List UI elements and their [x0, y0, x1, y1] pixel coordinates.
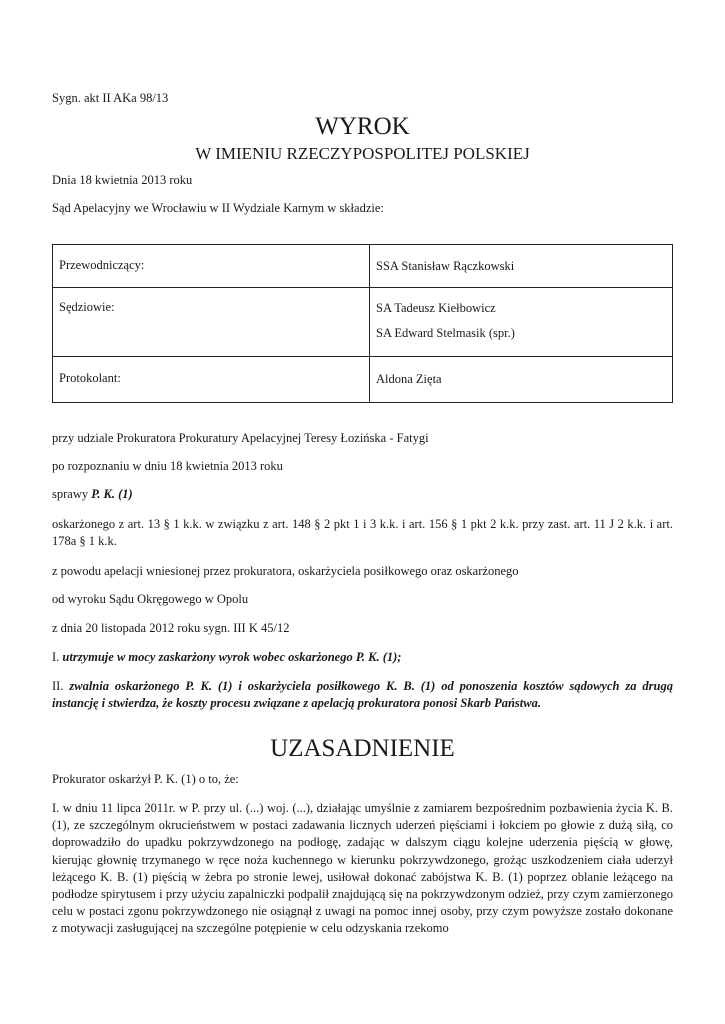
- panel-row-presiding: [53, 245, 673, 288]
- panel-row-judges: [53, 288, 673, 357]
- case-line: [52, 486, 673, 503]
- ruling-text: zwalnia oskarżonego P. K. (1) i oskarżyciela posiłkowego K. B. (1) od ponoszenia kosztów sądowych za drugą instancję i stwierdza, że koszty procesu związane z apelacją prokuratora ponosi Skarb Państwa.: [52, 679, 673, 710]
- case-signature: Sygn. akt II AKa 98/13: [52, 91, 169, 105]
- lower-judgment-date: z dnia 20 listopada 2012 roku sygn. III K 45/12: [52, 621, 290, 635]
- court-panel-table: [52, 244, 673, 403]
- panel-name: SSA Stanisław Rączkowski: [376, 259, 515, 273]
- defendant-name: P. K. (1): [91, 487, 133, 501]
- lower-court-line: od wyroku Sądu Okręgowego w Opolu: [52, 592, 249, 606]
- panel-row-clerk: [53, 357, 673, 403]
- document-title: WYROK: [315, 113, 410, 140]
- case-prefix: sprawy: [52, 487, 92, 501]
- panel-role: Protokolant:: [53, 357, 370, 403]
- hearing-line: po rozpoznaniu w dniu 18 kwietnia 2013 roku: [52, 459, 283, 473]
- panel-name: SA Tadeusz Kiełbowicz: [376, 301, 496, 315]
- justification-point: I. w dniu 11 lipca 2011r. w P. przy ul. (...) woj. (...), działając umyślnie z zamiarem bezpośrednim pozbawienia życia K. B. (1), ze szczególnym okrucieństwem w postaci zadawania licznych uderzeń pięściami i łokciem po głowie z dużą siłą, co doprowadziło do upadku pokrzywdzonego na podłogę, zadając w dalszym ciągu kolejne uderzenia pięścią w głowę, kierując głownię trzymanego w ręce noża kuchennego w kierunku pokrzywdzonego, grożąc uszkodzeniem ciała uderzył leżącego K. B. (1) pięścią w żebra po stronie lewej, usiłował dokonać zabójstwa K. B. (1) poprzez oblanie leżącego na podłodze spirytusem i przy użyciu zapalniczki podpalił znajdującą się na pokrzywdzonym odzież, przy czym zamierzonego celu w postaci zgonu pokrzywdzonego nie osiągnął z uwagi na pomoc innej osoby, przy czym powyższe zostało dokonane z motywacji zasługującej na szczególne potępienie w celu odzyskania rzekomo: [52, 801, 673, 936]
- ruling-number: II.: [52, 679, 70, 693]
- justification-title: UZASADNIENIE: [270, 735, 455, 762]
- panel-names: [370, 245, 673, 288]
- document-subtitle: W IMIENIU RZECZYPOSPOLITEJ POLSKIEJ: [195, 144, 530, 163]
- panel-role: Sędziowie:: [53, 288, 370, 357]
- panel-names: [370, 288, 673, 357]
- ruling-number: I.: [52, 650, 63, 664]
- panel-names: [370, 357, 673, 403]
- panel-name: SA Edward Stelmasik (spr.): [376, 326, 515, 340]
- ruling-text: utrzymuje w mocy zaskarżony wyrok wobec oskarżonego P. K. (1);: [62, 650, 402, 664]
- appeal-line: z powodu apelacji wniesionej przez prokuratora, oskarżyciela posiłkowego oraz oskarżonego: [52, 564, 519, 578]
- justification-intro: Prokurator oskarżył P. K. (1) o to, że:: [52, 772, 239, 786]
- ruling-item: [52, 649, 673, 666]
- court-composition-intro: Sąd Apelacyjny we Wrocławiu w II Wydziale Karnym w składzie:: [52, 201, 384, 215]
- panel-name: Aldona Zięta: [376, 372, 442, 386]
- judgment-date: Dnia 18 kwietnia 2013 roku: [52, 173, 193, 187]
- charges-paragraph: oskarżonego z art. 13 § 1 k.k. w związku z art. 148 § 2 pkt 1 i 3 k.k. i art. 156 § 1 pkt 2 k.k. przy zast. art. 11 J 2 k.k. i art. 178a § 1 k.k.: [52, 517, 673, 548]
- ruling-item: [52, 678, 673, 712]
- prosecutor-line: przy udziale Prokuratora Prokuratury Apelacyjnej Teresy Łozińska - Fatygi: [52, 431, 429, 445]
- panel-role: Przewodniczący:: [53, 245, 370, 288]
